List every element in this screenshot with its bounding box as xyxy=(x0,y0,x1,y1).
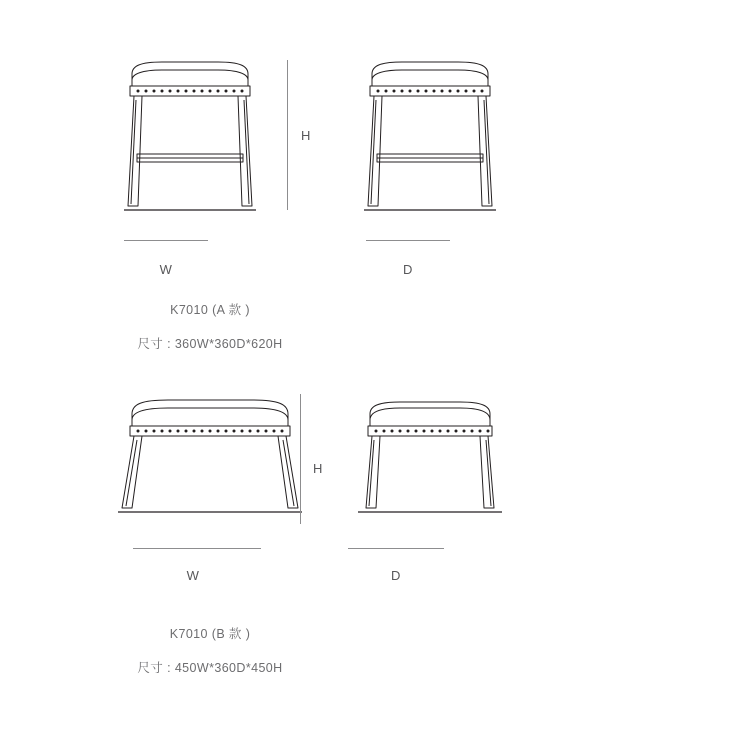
product-block-a xyxy=(0,30,750,351)
depth-label-a: D xyxy=(403,262,413,277)
model-name-b: K7010 (B 款 ) xyxy=(169,627,251,641)
side-view-drawing-b xyxy=(340,362,520,562)
width-label-a: W xyxy=(159,262,173,277)
caption-block-b xyxy=(0,624,420,676)
width-dim-line-b xyxy=(133,548,261,549)
front-view-drawing-a xyxy=(100,30,280,230)
model-name-a: K7010 (A 款 ) xyxy=(170,303,250,317)
drawing-views-a xyxy=(0,30,750,277)
depth-dim-line-a xyxy=(366,240,450,241)
depth-dim-line-b xyxy=(348,548,444,549)
caption-block-a xyxy=(0,300,420,352)
drawing-views-b xyxy=(0,362,750,592)
width-dim-line-a xyxy=(124,240,208,241)
width-label-b: W xyxy=(186,568,200,583)
depth-label-b: D xyxy=(391,568,401,583)
height-divider-a xyxy=(287,60,288,210)
height-label-b: H xyxy=(313,461,323,476)
height-divider-b xyxy=(300,394,301,524)
front-view-drawing-b xyxy=(110,362,290,562)
side-view-drawing-a xyxy=(340,30,520,230)
model-size-b: 尺寸 : 450W*360D*450H xyxy=(137,661,283,675)
product-block-b xyxy=(0,362,750,675)
height-label-a: H xyxy=(301,128,311,143)
model-size-a: 尺寸 : 360W*360D*620H xyxy=(137,337,283,351)
